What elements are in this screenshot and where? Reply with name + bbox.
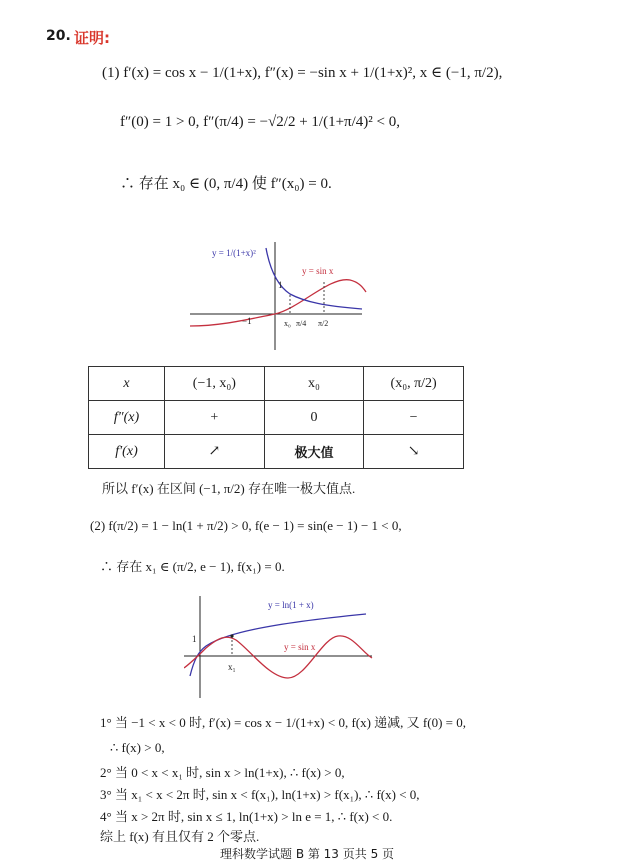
table-row <box>89 435 464 469</box>
part1-line3: ∴ 存在 x₀ ∈ (0, π/4) 使 f″(x₀) = 0. <box>120 176 332 192</box>
table-cell: ↗ <box>164 435 264 469</box>
graph2-tick-one: 1 <box>192 634 197 644</box>
graph2-label-ln: y = ln(1 + x) <box>268 600 314 610</box>
graph1-tick-x0: x₀ <box>284 319 291 328</box>
final-conclusion: 综上 f(x) 有且仅有 2 个零点. <box>100 829 260 844</box>
case-3: 3° 当 x₁ < x < 2π 时, sin x < f(x₁), ln(1+x) > f(x₁), ∴ f(x) < 0, <box>100 787 420 802</box>
graph1-tick-neg1: −1 <box>242 316 252 326</box>
page-footer: 理科数学试题 B 第 13 页共 5 页 <box>220 847 395 861</box>
table-cell: 极大值 <box>264 435 364 469</box>
table-cell: (x₀, π/2) <box>364 367 464 401</box>
part2-line2: ∴ 存在 x₁ ∈ (π/2, e − 1), f(x₁) = 0. <box>100 559 285 574</box>
part1-line1: (1) f′(x) = cos x − 1/(1+x), f″(x) = −sin x + 1/(1+x)², x ∈ (−1, π/2), <box>102 65 503 81</box>
case-4: 4° 当 x > 2π 时, sin x ≤ 1, ln(1+x) > ln e = 1, ∴ f(x) < 0. <box>100 809 393 824</box>
graph2-ln-curve <box>190 614 366 676</box>
graph1-tick-pi4: π/4 <box>296 319 307 328</box>
sign-table <box>88 366 464 469</box>
graph1-label-sin: y = sin x <box>302 266 334 276</box>
graph2-label-sin: y = sin x <box>284 642 316 652</box>
problem-heading: 证明: <box>74 29 110 47</box>
table-cell: + <box>164 401 264 435</box>
part1-conclusion: 所以 f′(x) 在区间 (−1, π/2) 存在唯一极大值点. <box>102 481 356 496</box>
graph1-inverse-curve <box>266 248 362 309</box>
table-row <box>89 367 464 401</box>
table-cell: x <box>89 367 165 401</box>
part2-line1: (2) f(π/2) = 1 − ln(1 + π/2) > 0, f(e − 1) = sin(e − 1) − 1 < 0, <box>90 518 402 533</box>
part1-line2: f″(0) = 1 > 0, f″(π/4) = −√2/2 + 1/(1+π/4)² < 0, <box>120 114 400 130</box>
graph1-tick-pi2: π/2 <box>318 319 329 328</box>
graph2-tick-x1: x₁ <box>228 662 236 672</box>
case-1-result: ∴ f(x) > 0, <box>110 740 165 755</box>
table-cell: x₀ <box>264 367 364 401</box>
problem-number: 20. <box>46 28 71 44</box>
table-cell: (−1, x₀) <box>164 367 264 401</box>
graph2 <box>184 594 374 700</box>
graph1 <box>190 240 370 352</box>
graph1-label-inverse: y = 1/(1+x)² <box>212 248 256 258</box>
graph2-intersection <box>230 634 233 637</box>
graph1-tick-one: 1 <box>278 280 283 290</box>
table-cell: − <box>364 401 464 435</box>
table-cell: f′(x) <box>89 435 165 469</box>
case-2: 2° 当 0 < x < x₁ 时, sin x > ln(1+x), ∴ f(x) > 0, <box>100 765 345 780</box>
table-row <box>89 401 464 435</box>
table-cell: 0 <box>264 401 364 435</box>
table-cell: ↘ <box>364 435 464 469</box>
table-cell: f″(x) <box>89 401 165 435</box>
case-1: 1° 当 −1 < x < 0 时, f′(x) = cos x − 1/(1+x) < 0, f(x) 递减, 又 f(0) = 0, <box>100 715 467 730</box>
